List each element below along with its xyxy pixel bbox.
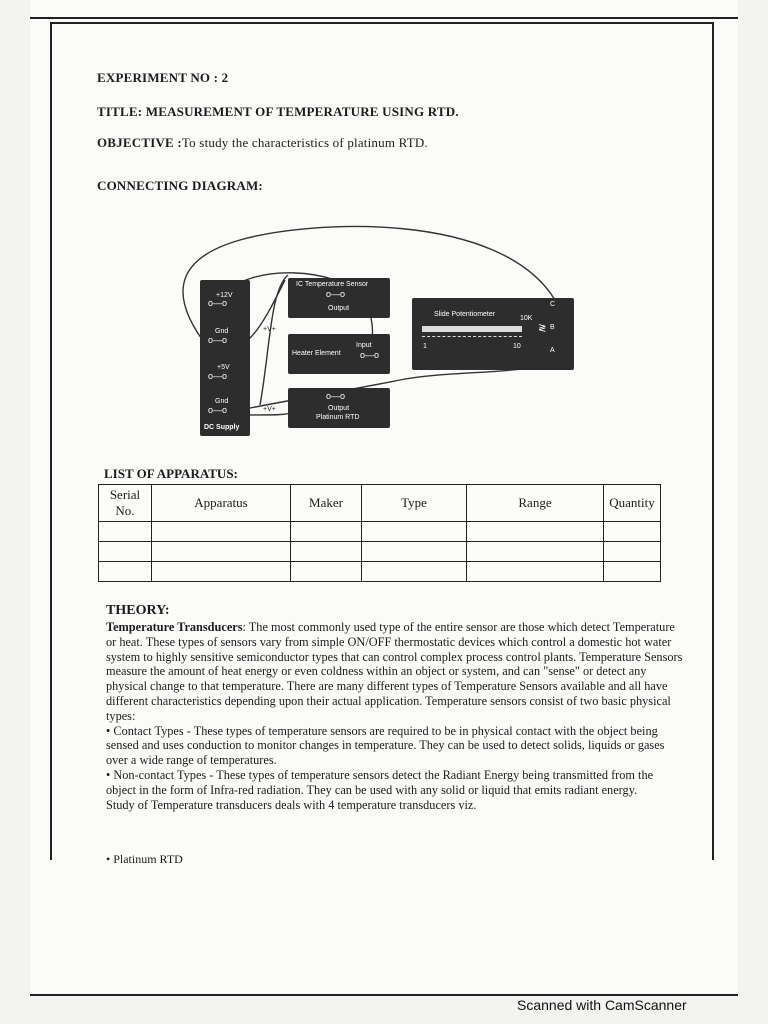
column-header: Serial No. xyxy=(99,485,152,522)
terminal-b: B xyxy=(550,324,555,331)
ic-sensor-box xyxy=(288,278,390,318)
scanner-watermark: Scanned with CamScanner xyxy=(517,997,687,1013)
terminal-label-12v: +12V xyxy=(216,292,233,299)
connecting-diagram-heading: CONNECTING DIAGRAM: xyxy=(97,178,263,193)
switch-icon: o—o xyxy=(326,391,346,401)
heater-label: Heater Element xyxy=(292,350,341,357)
terminal-a: A xyxy=(550,347,555,354)
terminal-label-5v: +5V xyxy=(217,364,230,371)
column-header: Maker xyxy=(291,485,362,522)
switch-icon: o—o xyxy=(208,405,228,415)
switch-icon: o—o xyxy=(208,298,228,308)
terminal-label-gnd: Gnd xyxy=(215,398,229,405)
dc-supply-box xyxy=(200,280,250,436)
theory-paragraph: Temperature Transducers: The most commonly used type of the entire sensor are those which detect Temperature or heat. These types of sensors vary from simple ON/OFF thermostatic devices which control a domestic hot water system to highly sensitive semiconductor types that can control complex process control plants. Temperature Sensors measure the amount of heat energy or even coldness within an object or system, and can "sense" or detect any physical change to that temperature. There are many different types of Temperature Sensors available and all have different characteristics depending upon their actual application. Temperature sensors consist of two basic physical types: xyxy=(106,620,683,723)
platinum-rtd-box xyxy=(288,388,390,428)
connecting-diagram xyxy=(170,200,590,450)
apparatus-heading: LIST OF APPARATUS: xyxy=(104,466,238,481)
switch-icon: o—o xyxy=(208,335,228,345)
ic-sensor-label: IC Temperature Sensor xyxy=(296,281,369,288)
resistor-icon: ≷ xyxy=(538,323,547,334)
input-label: Input xyxy=(356,342,372,349)
dc-supply-label: DC Supply xyxy=(204,424,240,431)
scale-max: 10 xyxy=(513,343,521,350)
terminal-c: C xyxy=(550,301,556,308)
table-row xyxy=(99,522,661,542)
bottom-rule xyxy=(30,994,738,996)
theory-body xyxy=(106,620,686,812)
potentiometer-label: Slide Potentiometer xyxy=(434,311,496,318)
terminal-label-gnd: Gnd xyxy=(215,328,229,335)
rtd-label: Platinum RTD xyxy=(316,414,360,421)
column-header: Range xyxy=(467,485,604,522)
table-row xyxy=(99,562,661,582)
vplus-label: +V+ xyxy=(263,406,276,413)
switch-icon: o—o xyxy=(326,289,346,299)
switch-icon: o—o xyxy=(360,350,380,360)
column-header: Quantity xyxy=(604,485,661,522)
vplus-label: +V+ xyxy=(263,326,276,333)
bullet-contact-types: • Contact Types - These types of temperature sensors are required to be in physical contact with the object being sensed and uses conduction to monitor changes in temperature. They can be used to detect solids, liquids or gases over a wide range of temperatures. xyxy=(106,723,665,768)
cut-off-line xyxy=(106,852,306,858)
heater-element-box xyxy=(288,334,390,374)
top-rule xyxy=(30,17,738,19)
theory-paragraph: Study of Temperature transducers deals with 4 temperature transducers viz. xyxy=(106,797,477,812)
bullet-non-contact-types: • Non-contact Types - These types of temperature sensors detect the Radiant Energy being transmitted from the object in the form of Infra-red radiation. They can be used with any solid or liquid that emits radiant energy. xyxy=(106,767,654,797)
switch-icon: o—o xyxy=(208,371,228,381)
output-label: Output xyxy=(328,305,350,312)
output-label: Output xyxy=(328,405,350,412)
scale-min: 1 xyxy=(423,343,427,350)
apparatus-table xyxy=(98,484,661,582)
column-header: Type xyxy=(362,485,467,522)
experiment-title: TITLE: MEASUREMENT OF TEMPERATURE USING RTD. xyxy=(97,104,459,119)
table-header-row xyxy=(99,485,661,522)
scale-ticks xyxy=(422,336,522,341)
column-header: Apparatus xyxy=(152,485,291,522)
objective: OBJECTIVE :To study the characteristics of platinum RTD. xyxy=(97,135,428,150)
theory-heading: THEORY: xyxy=(106,603,170,618)
experiment-number: EXPERIMENT NO : 2 xyxy=(97,70,229,85)
table-row xyxy=(99,542,661,562)
slider-track xyxy=(422,326,522,332)
slide-potentiometer-box xyxy=(412,298,574,370)
resistance-label: 10K xyxy=(520,315,533,322)
